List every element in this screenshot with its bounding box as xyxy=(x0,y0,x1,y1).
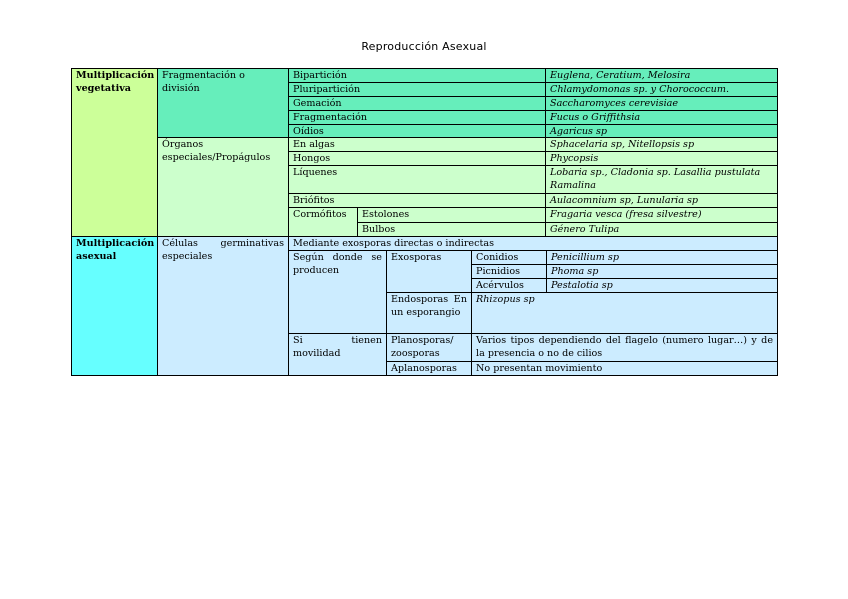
plano-label-cell xyxy=(386,333,472,362)
exo-example: Pestalotia sp xyxy=(551,280,613,291)
exo-example-cell xyxy=(546,264,778,279)
cells-header-cell xyxy=(288,236,778,251)
exo-type: Conidios xyxy=(476,252,519,263)
frag-example: Euglena, Ceratium, Melosira xyxy=(550,70,691,81)
plano-desc: Varios tipos dependiendo del flagelo (numero lugar…) y de la presencia o no de cilios xyxy=(476,335,773,359)
exo-label: Exosporas xyxy=(391,252,442,263)
aplano-desc: No presentan movimiento xyxy=(476,363,603,374)
cormofitos-example-cell xyxy=(545,222,778,237)
org-example: Sphacelaria sp, Nitellopsis sp xyxy=(550,139,695,150)
veg-heading-cell xyxy=(71,68,158,237)
veg-heading: Multiplicación vegetativa xyxy=(76,70,155,94)
plano-label: Planosporas/ zoosporas xyxy=(391,335,454,359)
org-label: Órganos especiales/Propágulos xyxy=(162,139,271,163)
org-example: Lobaria sp., Cladonia sp. Lasallia pustulata Ramalina xyxy=(550,167,761,191)
frag-label: Fragmentación o división xyxy=(162,70,245,94)
endo-label-cell xyxy=(386,292,472,334)
exo-example: Phoma sp xyxy=(551,266,599,277)
cormofitos-type-cell xyxy=(357,207,546,223)
org-example-cell xyxy=(545,151,778,166)
cells-header: Mediante exosporas directas o indirectas xyxy=(293,238,494,249)
frag-example-cell xyxy=(545,96,778,111)
org-type: En algas xyxy=(293,139,335,150)
segun-label-cell xyxy=(288,250,387,334)
org-example: Aulacomnium sp, Lunularia sp xyxy=(550,195,699,206)
org-type-cell xyxy=(288,137,546,152)
exo-example-cell xyxy=(546,250,778,265)
exo-label-cell xyxy=(386,250,472,293)
org-example-cell xyxy=(545,137,778,152)
frag-type-cell xyxy=(288,110,546,125)
frag-type-cell xyxy=(288,124,546,138)
frag-example-cell xyxy=(545,110,778,125)
frag-type: Fragmentación xyxy=(293,112,368,123)
frag-example: Fucus o Griffithsia xyxy=(550,112,641,123)
frag-example-cell xyxy=(545,124,778,138)
frag-example: Agaricus sp xyxy=(550,126,608,137)
endo-example-cell xyxy=(471,292,778,334)
cells-label-cell xyxy=(157,236,289,376)
exo-type: Picnidios xyxy=(476,266,521,277)
exo-type: Acérvulos xyxy=(476,280,524,291)
org-label-cell xyxy=(157,137,289,237)
org-type-cell xyxy=(288,151,546,166)
cormofitos-cell xyxy=(288,207,358,237)
frag-type-cell xyxy=(288,82,546,97)
frag-type: Bipartición xyxy=(293,70,347,81)
frag-example: Saccharomyces cerevisiae xyxy=(550,98,679,109)
frag-label-cell xyxy=(157,68,289,138)
page-title: Reproducción Asexual xyxy=(361,40,487,53)
asex-heading-cell xyxy=(71,236,158,376)
frag-example-cell xyxy=(545,82,778,97)
endo-example: Rhizopus sp xyxy=(476,294,535,305)
exo-type-cell xyxy=(471,278,547,293)
asex-heading: Multiplicación asexual xyxy=(76,238,155,262)
org-example-cell xyxy=(545,193,778,208)
frag-example: Chlamydomonas sp. y Chorococcum. xyxy=(550,84,729,95)
aplano-label: Aplanosporas xyxy=(391,363,457,374)
movil-label: Si tienen movilidad xyxy=(293,335,382,359)
frag-type: Gemación xyxy=(293,98,342,109)
exo-type-cell xyxy=(471,264,547,279)
org-type-cell xyxy=(288,165,546,194)
frag-type: Pluripartición xyxy=(293,84,361,95)
cormofitos-example: Fragaria vesca (fresa silvestre) xyxy=(550,209,702,220)
movil-label-cell xyxy=(288,333,387,376)
frag-example-cell xyxy=(545,68,778,83)
org-type: Hongos xyxy=(293,153,331,164)
frag-type-cell xyxy=(288,68,546,83)
org-example: Phycopsis xyxy=(550,153,599,164)
exo-type-cell xyxy=(471,250,547,265)
exo-example: Penicillium sp xyxy=(551,252,619,263)
cormofitos-type-cell xyxy=(357,222,546,237)
endo-label: Endosporas En un esporangio xyxy=(391,294,467,318)
segun-label: Según donde se producen xyxy=(293,252,382,276)
cormofitos-type: Bulbos xyxy=(362,224,396,235)
cormofitos-example: Género Tulipa xyxy=(550,224,620,235)
aplano-desc-cell xyxy=(471,361,778,376)
plano-desc-cell xyxy=(471,333,778,362)
aplano-label-cell xyxy=(386,361,472,376)
cormofitos-type: Estolones xyxy=(362,209,410,220)
org-type: Líquenes xyxy=(293,167,338,178)
cells-label: Células germinativas especiales xyxy=(162,238,284,262)
org-type: Briófitos xyxy=(293,195,335,206)
org-example-cell xyxy=(545,165,778,194)
cormofitos-label: Cormófitos xyxy=(293,209,347,220)
frag-type: Oídios xyxy=(293,126,324,137)
cormofitos-example-cell xyxy=(545,207,778,223)
exo-example-cell xyxy=(546,278,778,293)
frag-type-cell xyxy=(288,96,546,111)
org-type-cell xyxy=(288,193,546,208)
